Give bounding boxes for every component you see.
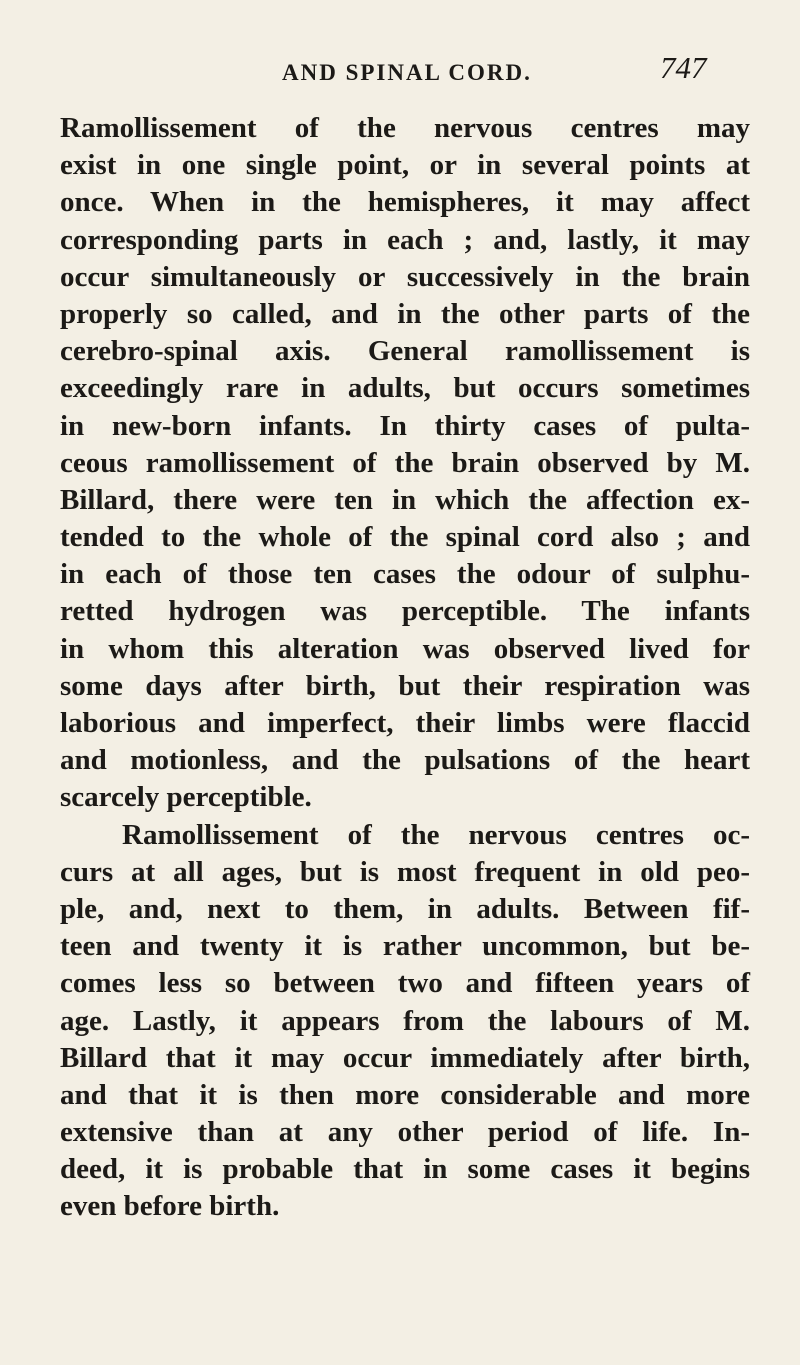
text-line: in whom this alteration was observed lived for [60, 632, 750, 665]
text-line: occur simultaneously or successively in the brain [60, 260, 750, 293]
text-line: in each of those ten cases the odour of sulphu- [60, 558, 750, 591]
text-line: scarcely perceptible. [60, 781, 312, 814]
text-line: Ramollissement of the nervous centres may [60, 112, 750, 144]
running-head [0, 50, 800, 90]
text-line: cerebro-spinal axis. General ramollissement is [60, 335, 750, 368]
text-line: teen and twenty it is rather uncommon, but be- [60, 930, 750, 963]
text-line: Billard, there were ten in which the affection ex- [60, 483, 750, 516]
text-line: Ramollissement of the nervous centres oc- [122, 818, 750, 851]
text-line: ceous ramollissement of the brain observed by M. [60, 446, 750, 479]
page-number: 747 [660, 50, 707, 85]
text-line: once. When in the hemispheres, it may affect [60, 186, 750, 219]
text-line: comes less so between two and fifteen years of [60, 967, 750, 1000]
running-title: AND SPINAL CORD. [282, 60, 532, 85]
text-line: exist in one single point, or in several points at [60, 149, 750, 182]
text-line: age. Lastly, it appears from the labours of M. [60, 1004, 750, 1037]
text-line: deed, it is probable that in some cases it begins [60, 1153, 750, 1186]
text-line: some days after birth, but their respiration was [60, 669, 750, 702]
text-line: laborious and imperfect, their limbs were flaccid [60, 707, 750, 739]
text-line: extensive than at any other period of life. In- [60, 1116, 750, 1149]
text-line: even before birth. [60, 1190, 280, 1223]
paragraph-2 [60, 817, 750, 1226]
text-line: ple, and, next to them, in adults. Between fif- [60, 892, 750, 925]
text-line: and motionless, and the pulsations of the heart [60, 744, 750, 777]
text-line: curs at all ages, but is most frequent in old peo- [60, 855, 750, 888]
paragraph-1 [60, 110, 750, 817]
body-text [60, 110, 750, 1226]
text-line: exceedingly rare in adults, but occurs sometimes [60, 372, 750, 405]
text-line: and that it is then more considerable and more [60, 1078, 750, 1111]
text-line: properly so called, and in the other parts of the [60, 297, 750, 330]
text-line: tended to the whole of the spinal cord also ; and [60, 521, 750, 554]
text-line: corresponding parts in each ; and, lastly, it may [60, 223, 750, 256]
text-line: Billard that it may occur immediately after birth, [60, 1041, 750, 1074]
text-line: in new-born infants. In thirty cases of pulta- [60, 409, 750, 442]
text-line: retted hydrogen was perceptible. The infants [60, 595, 750, 628]
